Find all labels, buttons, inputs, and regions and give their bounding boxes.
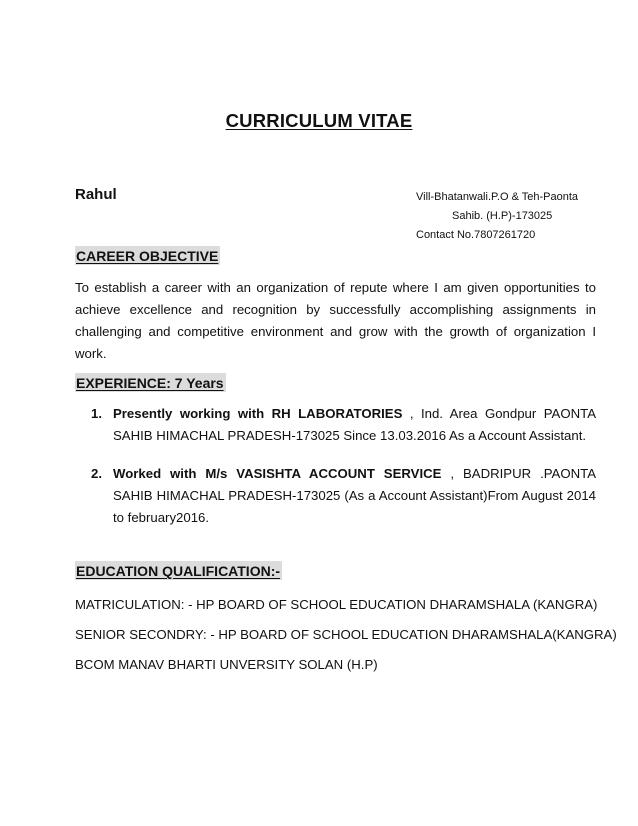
document-title: CURRICULUM VITAE xyxy=(225,110,413,131)
education-line: MATRICULATION: - HP BOARD OF SCHOOL EDUCATION DHARAMSHALA (KANGRA) xyxy=(75,597,598,612)
education-line: SENIOR SECONDRY: - HP BOARD OF SCHOOL EDUCATION DHARAMSHALA(KANGRA) xyxy=(75,627,617,642)
education-line: BCOM MANAV BHARTI UNVERSITY SOLAN (H.P) xyxy=(75,657,378,672)
experience-item-body xyxy=(113,403,596,447)
candidate-name: Rahul xyxy=(75,186,117,203)
experience-item-lead: Presently working with RH LABORATORIES xyxy=(113,406,403,421)
experience-item-number: 2. xyxy=(91,466,102,481)
education-heading-text: EDUCATION QUALIFICATION:- xyxy=(76,563,281,579)
address-line-1: Vill-Bhatanwali.P.O & Teh-Paonta xyxy=(416,191,579,203)
experience-item xyxy=(91,403,596,447)
experience-heading xyxy=(75,373,226,392)
experience-item xyxy=(91,463,596,529)
experience-heading-text: EXPERIENCE: 7 Years xyxy=(76,375,224,391)
experience-item-details: , BADRIPUR .PAONTA SAHIB HIMACHAL PRADESH-173025 (As a Account Assistant)From August 2014 to february2016. xyxy=(113,466,597,525)
contact-number: Contact No.7807261720 xyxy=(416,229,536,241)
career-objective-text: To establish a career with an organization of repute where I am given opportunities to achieve excellence and recognition by successfully accomplishing assignments in challenging and competitive environment and grow with the growth of organization I work. xyxy=(75,280,596,361)
experience-item-lead: Worked with M/s VASISHTA ACCOUNT SERVICE xyxy=(113,466,442,481)
experience-item-body xyxy=(113,463,596,529)
education-heading xyxy=(75,561,282,580)
career-objective-heading-text: CAREER OBJECTIVE xyxy=(76,248,219,264)
experience-item-number: 1. xyxy=(91,406,102,421)
address-line-2: Sahib. (H.P)-173025 xyxy=(452,210,553,222)
experience-item-details: , Ind. Area Gondpur PAONTA SAHIB HIMACHAL PRADESH-173025 Since 13.03.2016 As a Account Assistant. xyxy=(113,406,596,443)
career-objective-heading xyxy=(75,246,220,265)
